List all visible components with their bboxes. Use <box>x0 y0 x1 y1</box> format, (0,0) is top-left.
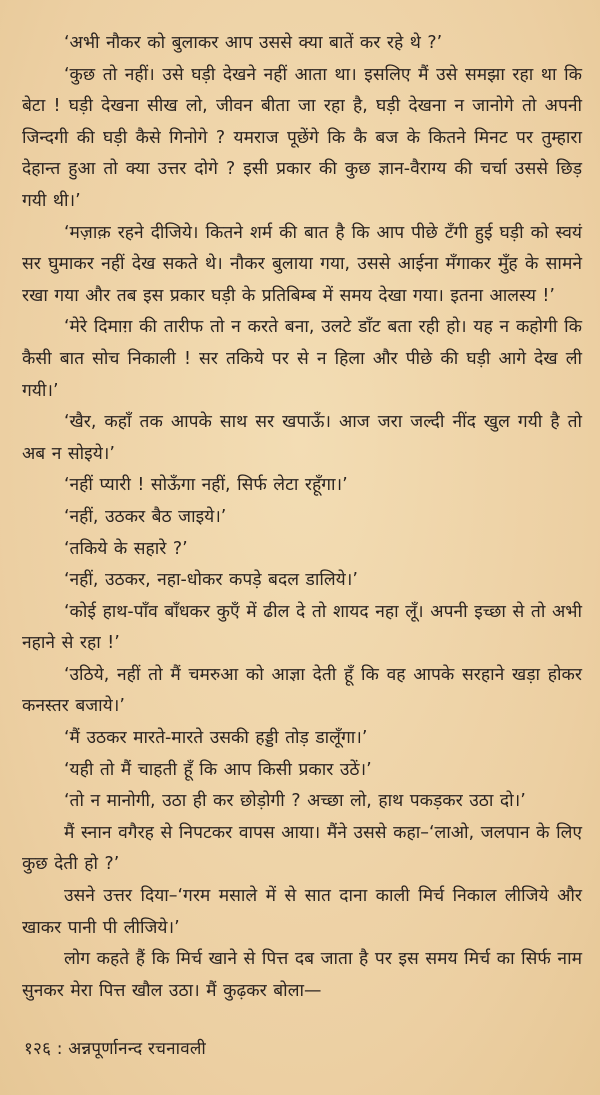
paragraph-9: ‘नहीं, उठकर, नहा-धोकर कपड़े बदल डालिये।’ <box>64 570 358 591</box>
paragraph-7: ‘नहीं, उठकर बैठ जाइये।’ <box>64 506 227 527</box>
paragraph-16: उसने उत्तर दिया–‘गरम मसाले में से सात दाना काली मिर्च निकाल लीजिये और खाकर पानी पी लीजिये।’ <box>22 886 582 938</box>
paragraph-6: ‘नहीं प्यारी ! सोऊँगा नहीं, सिर्फ लेटा रहूँगा।’ <box>64 475 348 496</box>
text-block <box>22 28 582 1007</box>
paragraph-8: ‘तकिये के सहारे ?’ <box>64 538 188 559</box>
paragraph-13: ‘यही तो मैं चाहती हूँ कि आप किसी प्रकार उठें।’ <box>64 759 372 780</box>
paragraph-14: ‘तो न मानोगी, उठा ही कर छोड़ोगी ? अच्छा लो, हाथ पकड़कर उठा दो।’ <box>64 791 526 812</box>
paragraph-11: ‘उठिये, नहीं तो मैं चमरुआ को आज्ञा देती हूँ कि वह आपके सरहाने खड़ा होकर कनस्तर बजाये।’ <box>22 664 582 717</box>
paragraph-1: ‘अभी नौकर को बुलाकर आप उससे क्या बातें कर रहे थे ?’ <box>64 33 443 53</box>
paragraph-17: लोग कहते हैं कि मिर्च खाने से पित्त दब जाता है पर इस समय मिर्च का सिर्फ नाम सुनकर मेरा पित्त खौल उठा। मैं कुढ़कर बोला— <box>22 949 582 1001</box>
paragraph-12: ‘मैं उठकर मारते-मारते उसकी हड्डी तोड़ डालूँगा।’ <box>64 728 368 749</box>
paragraph-15: मैं स्नान वगैरह से निपटकर वापस आया। मैंने उससे कहा–‘लाओ, जलपान के लिए कुछ देती हो ?’ <box>22 822 582 875</box>
paragraph-4: ‘मेरे दिमाग़ की तारीफ तो न करते बना, उलटे डाँट बता रही हो। यह न कहोगी कि कैसी बात सोच निकाली ! सर तकिये पर से न हिला और पीछे की घड़ी आगे देख ली गयी।’ <box>22 317 582 401</box>
paragraph-2: ‘कुछ तो नहीं। उसे घड़ी देखने नहीं आता था। इसलिए मैं उसे समझा रहा था कि बेटा ! घड़ी देखना सीख लो, जीवन बीता जा रहा है, घड़ी देखना न जानोगे तो अपनी जिन्दगी की घड़ी कैसे गिनोगे ? यमराज पूछेंगे कि कै बज के कितने मिनट पर तुम्हारा देहान्त हुआ तो क्या उत्तर दोगे ? इसी प्रकार की कुछ ज्ञान-वैराग्य की चर्चा उससे छिड़ गयी थी।’ <box>22 64 582 211</box>
page-footer: १२६ : अन्नपूर्णानन्द रचनावली <box>24 1039 206 1059</box>
paragraph-5: ‘खैर, कहाँ तक आपके साथ सर खपाऊँ। आज जरा जल्दी नींद खुल गयी है तो अब न सोइये।’ <box>22 412 582 464</box>
paragraph-3: ‘मज़ाक़ रहने दीजिये। कितने शर्म की बात है कि आप पीछे टँगी हुई घड़ी को स्वयं सर घुमाकर नहीं देख सकते थे। नौकर बुलाया गया, उससे आईना मँगाकर मुँह के सामने रखा गया और तब इस प्रकार घड़ी के प्रतिबिम्ब में समय देखा गया। इतना आलस्य !’ <box>22 222 582 306</box>
paragraph-10: ‘कोई हाथ-पाँव बाँधकर कुएँ में ढील दे तो शायद नहा लूँ। अपनी इच्छा से तो अभी नहाने से रहा !’ <box>22 601 582 654</box>
